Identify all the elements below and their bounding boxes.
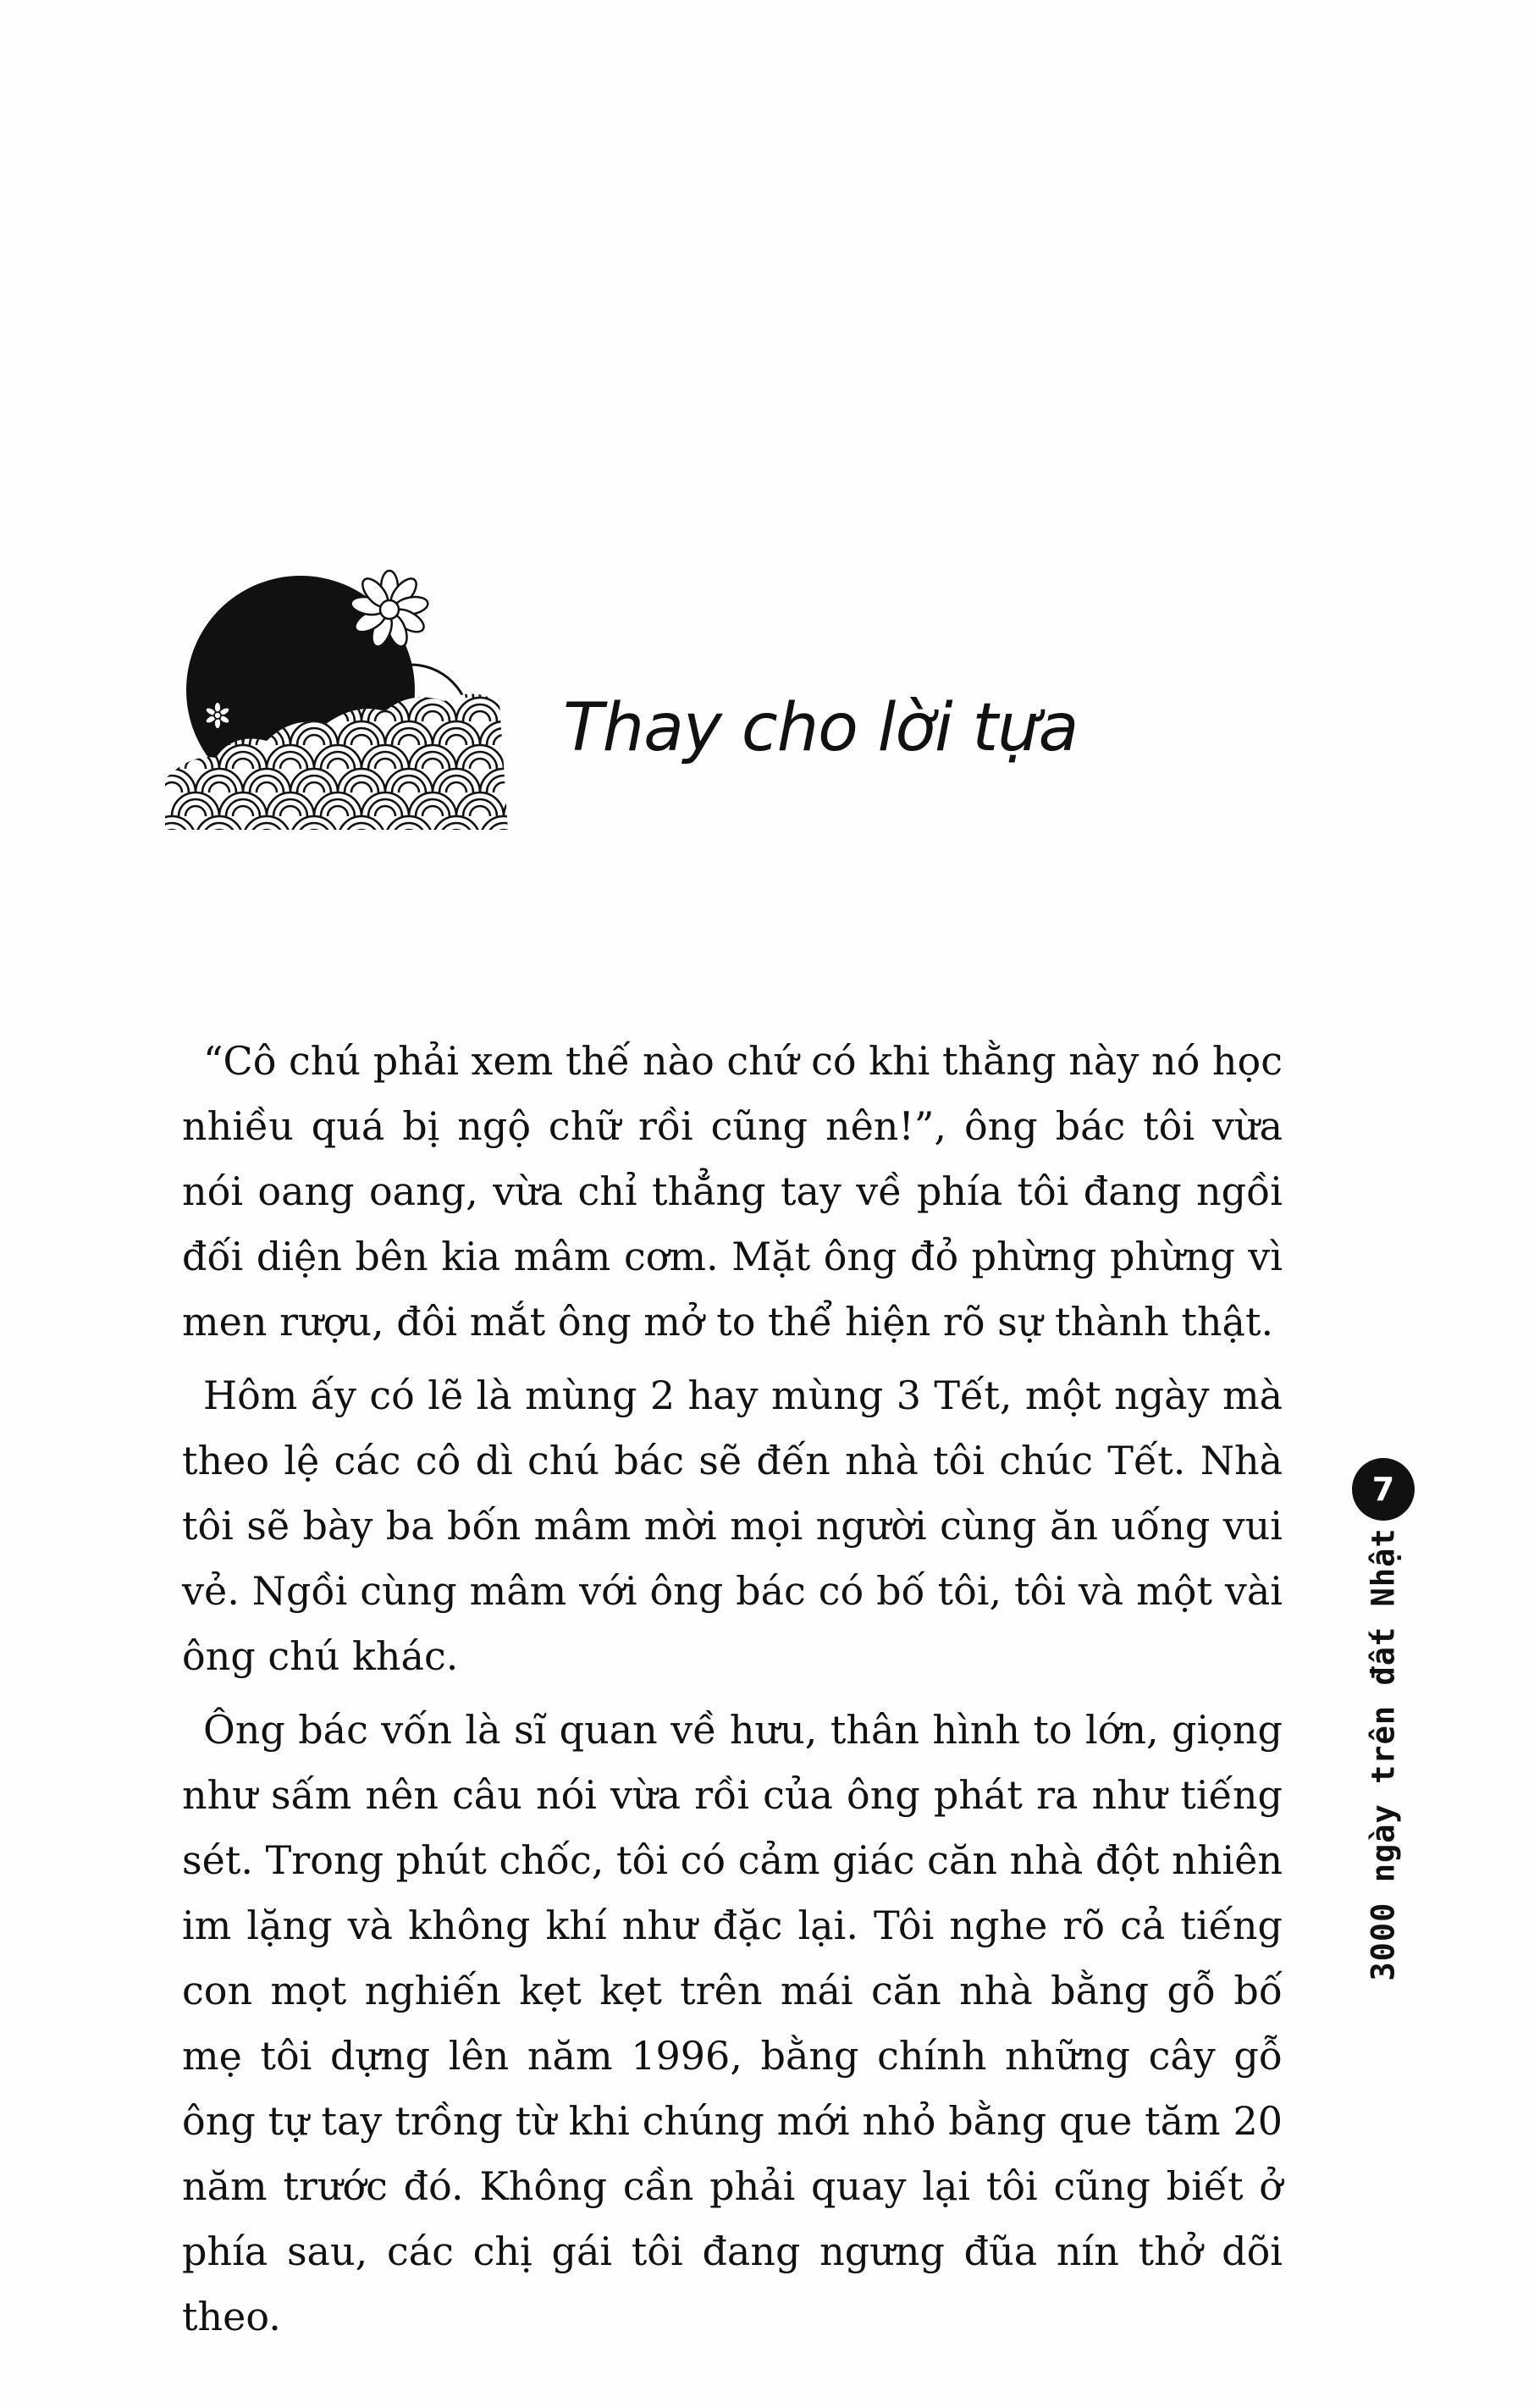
moon-flower-waves-icon — [157, 550, 521, 830]
paragraph: Hôm ấy có lẽ là mùng 2 hay mùng 3 Tết, một ngày mà theo lệ các cô dì chú bác sẽ đến nhà tôi chúc Tết. Nhà tôi sẽ bày ba bốn mâm mời mọi người cùng ăn uống vui vẻ. Ngồi cùng mâm với ông bác có bố tôi, tôi và một vài ông chú khác. — [182, 1372, 1283, 1679]
page-number-badge: 7 — [1352, 1458, 1415, 1521]
book-title: 3000 ngày trên đất Nhật — [1365, 1527, 1402, 1981]
paragraph: Ông bác vốn là sĩ quan về hưu, thân hình to lớn, giọng như sấm nên câu nói vừa rồi của ông phát ra như tiếng sét. Trong phút chốc, tôi có cảm giác căn nhà đột nhiên im lặng và không khí như đặc lại. Tôi nghe rõ cả tiếng con mọt nghiến kẹt kẹt trên mái căn nhà bằng gỗ bố mẹ tôi dựng lên năm 1996, bằng chính những cây gỗ ông tự tay trồng từ khi chúng mới nhỏ bằng que tăm 20 năm trước đó. Không cần phải quay lại tôi cũng biết ở phía sau, các chị gái tôi đang ngưng đũa nín thở dõi theo. — [182, 1707, 1283, 2339]
chapter-title: Thay cho lời tựa — [563, 690, 1079, 766]
paragraph: “Cô chú phải xem thế nào chứ có khi thằng này nó học nhiều quá bị ngộ chữ rồi cũng nên!”, ông bác tôi vừa nói oang oang, vừa chỉ thẳng tay về phía tôi đang ngồi đối diện bên kia mâm cơm. Mặt ông đỏ phừng phừng vì men rượu, đôi mắt ông mở to thể hiện rõ sự thành thật. — [182, 1038, 1283, 1345]
body-text — [182, 1029, 1283, 2358]
